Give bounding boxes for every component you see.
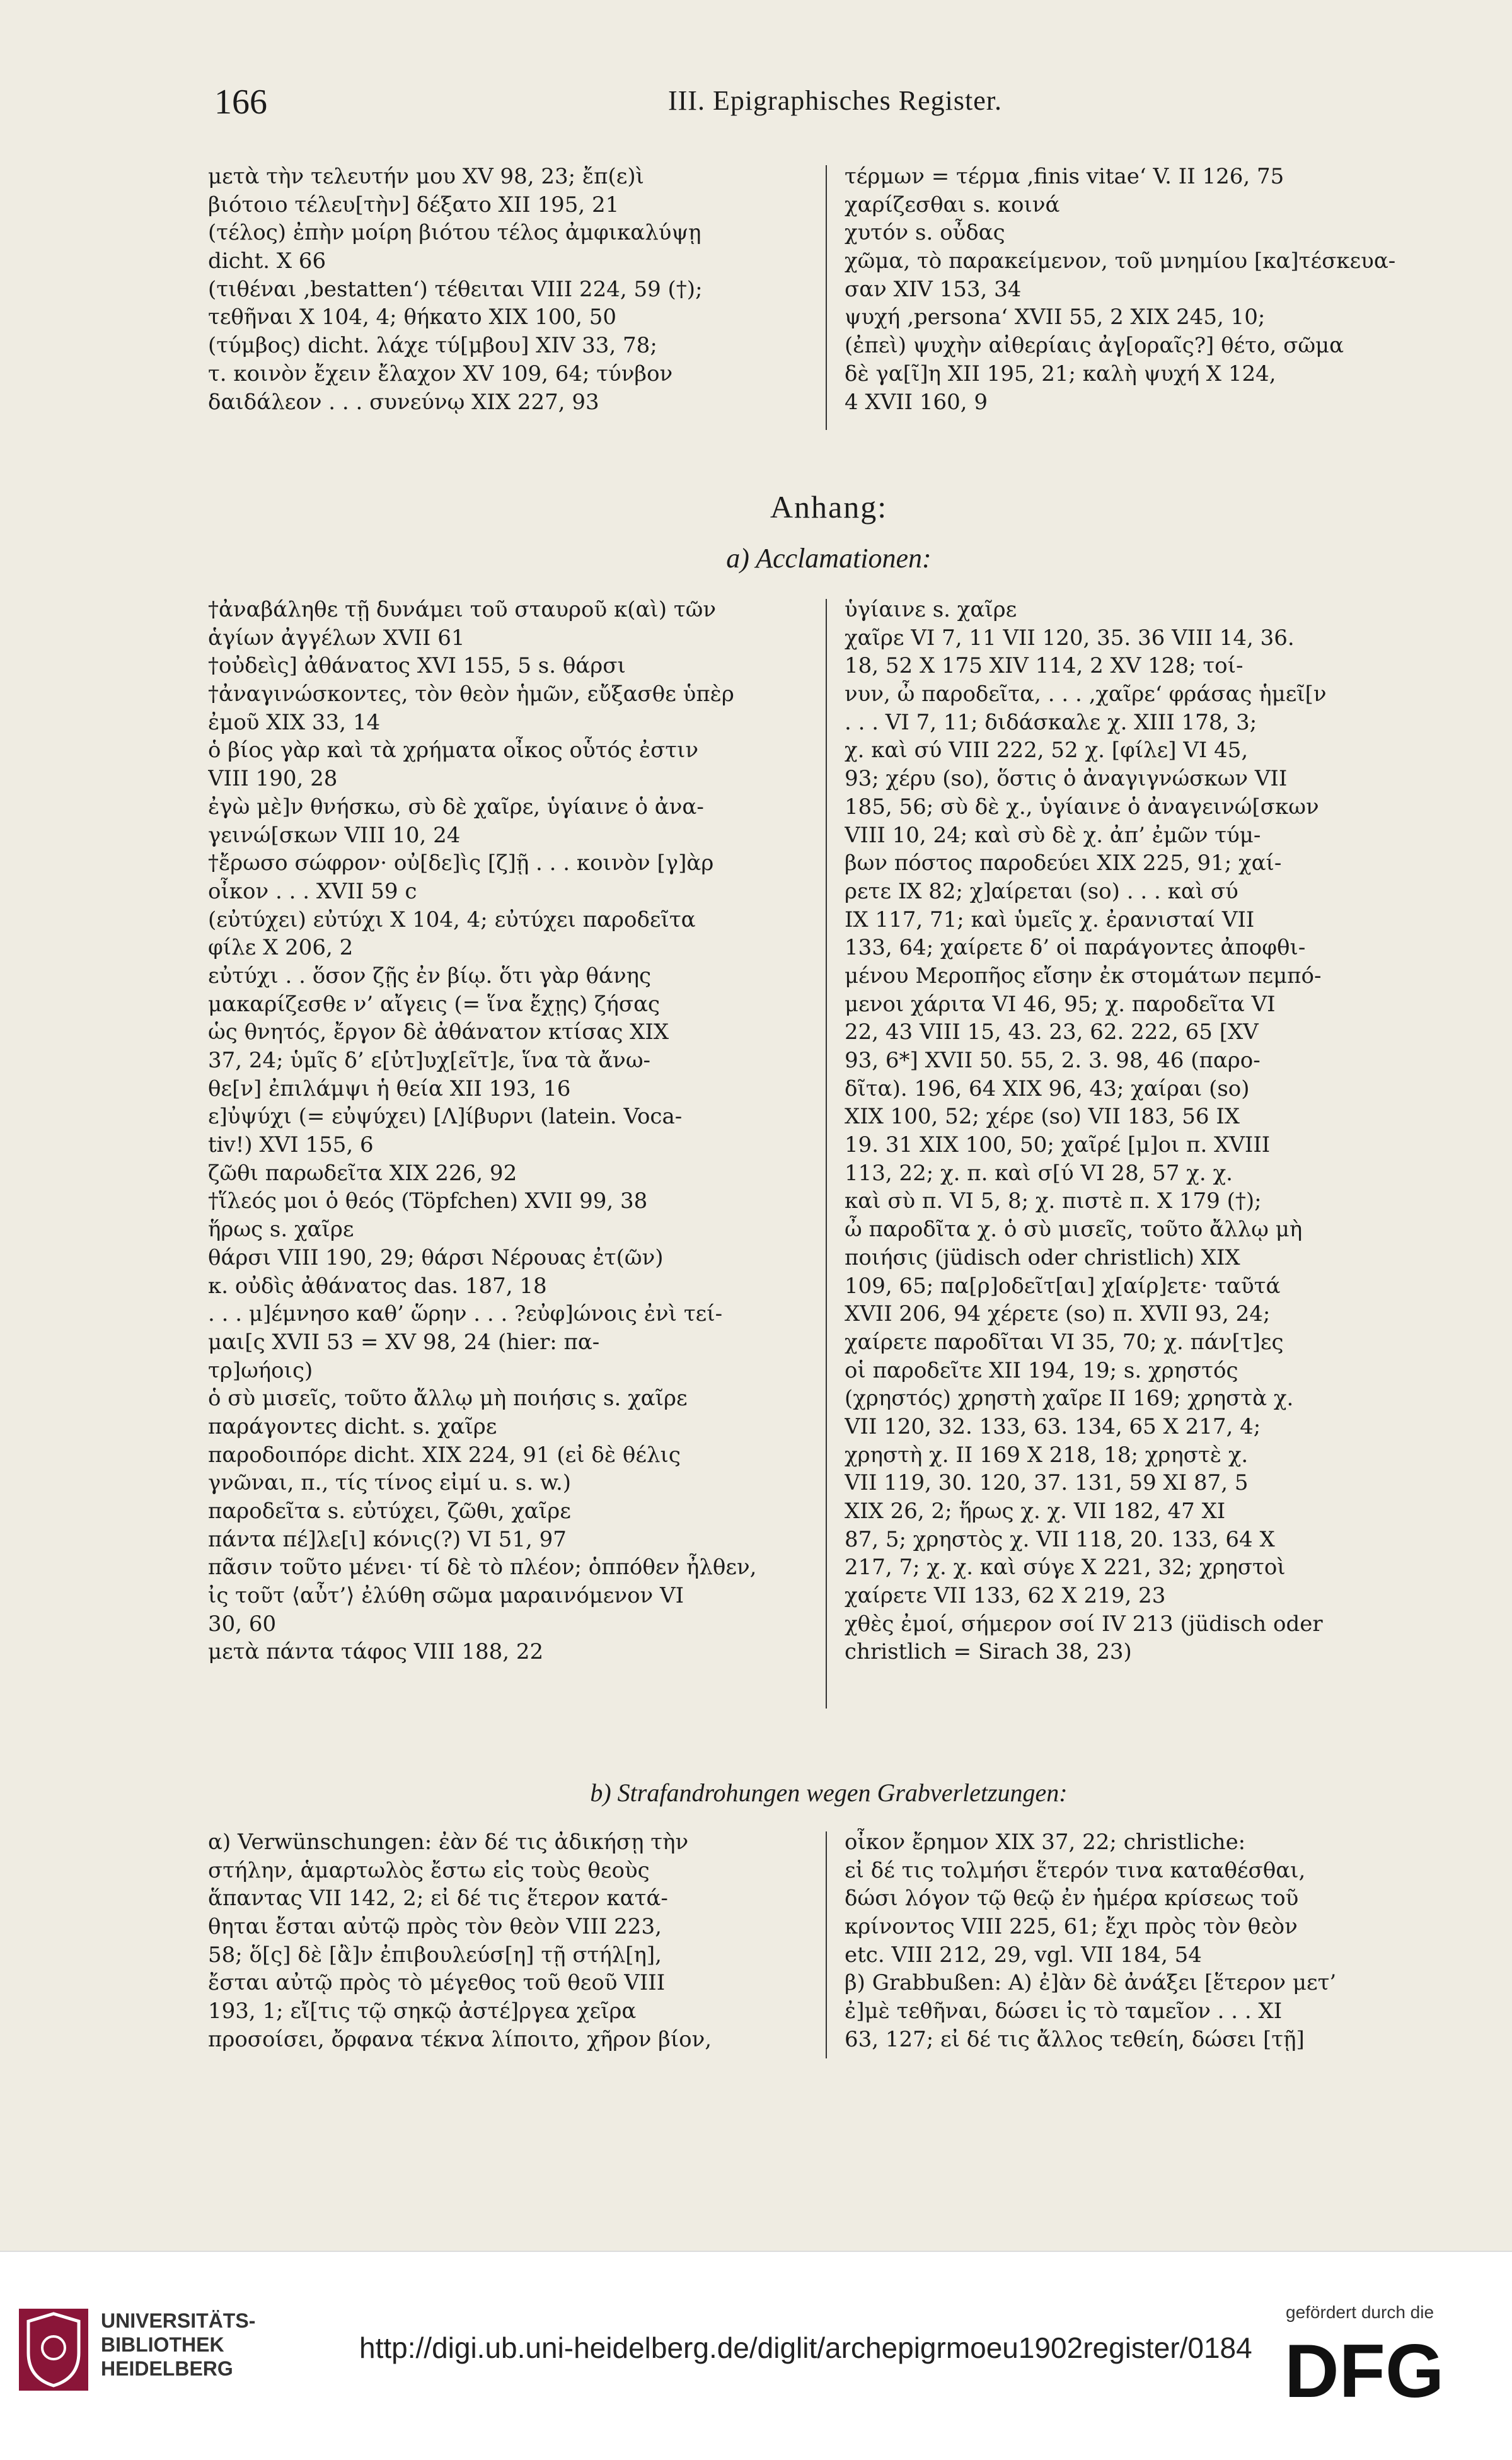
text-line: ἐγὼ μὲ]ν θνήσκω, σὺ δὲ χαῖρε, ὑγίαινε ὁ ἀνα- <box>208 794 704 820</box>
text-line: ὁ βίος γὰρ καὶ τὰ χρήματα οἶκος οὗτός ἐστιν <box>208 738 699 763</box>
text-line: παροδεῖτα s. εὐτύχει, ζῶθι, χαῖρε <box>208 1499 571 1524</box>
text-line: καὶ σὺ π. VI 5, 8; χ. πιστὲ π. X 179 (†); <box>845 1188 1262 1214</box>
text-line: 87, 5; χρηστὸς χ. VII 118, 20. 133, 64 X <box>845 1526 1275 1552</box>
text-line: χυτόν s. οὖδας <box>845 220 1005 246</box>
text-line: christlich = Sirach 38, 23) <box>845 1639 1132 1665</box>
text-line: 185, 56; σὺ δὲ χ., ὑγίαινε ὁ ἀναγεινώ[σκων <box>845 794 1319 820</box>
text-line: ἔσται αὐτῷ πρὸς τὸ μέγεθος τοῦ θεοῦ VIII <box>208 1970 666 1996</box>
text-line: μετὰ πάντα τάφος VIII 188, 22 <box>208 1639 544 1665</box>
text-line: ἰς τοῦτ ⟨αὖτ’⟩ ἐλύθη σῶμα μαραινόμενον VI <box>208 1583 684 1609</box>
column-divider <box>826 1831 827 2058</box>
text-line: (χρηστός) χρηστὴ χαῖρε II 169; χρηστὰ χ. <box>845 1386 1294 1412</box>
text-line: (τύμβος) dicht. λάχε τύ[μβου] XIV 33, 78; <box>208 333 657 359</box>
text-line: οἶκον . . . XVII 59 c <box>208 878 417 904</box>
text-line: VIII 190, 28 <box>208 766 338 792</box>
top-right-column <box>845 163 1450 416</box>
text-line: τεθῆναι X 104, 4; θήκατο XIX 100, 50 <box>208 305 617 330</box>
strafandrohungen-right-column <box>845 1828 1450 2054</box>
top-left-column <box>208 163 813 416</box>
text-line: 37, 24; ὑμῖς δ’ ε[ὐτ]υχ[εῖτ]ε, ἵνα τὰ ἄνω- <box>208 1048 651 1073</box>
strafandrohungen-left-column <box>208 1828 813 2054</box>
text-line: 217, 7; χ. χ. καὶ σύγε X 221, 32; χρηστοὶ <box>845 1555 1286 1581</box>
text-line: XIX 26, 2; ἥρως χ. χ. VII 182, 47 XI <box>845 1499 1226 1524</box>
text-line: δὲ γα[ῖ]η XII 195, 21; καλὴ ψυχή X 124, <box>845 361 1276 386</box>
text-line: ἅπαντας VII 142, 2; εἰ δέ τις ἕτερον κατά- <box>208 1886 668 1912</box>
text-line: πάντα πέ]λε[ι] κόνις(?) VI 51, 97 <box>208 1526 567 1552</box>
text-line: θε[ν] ἐπιλάμψι ἡ θεία XII 193, 16 <box>208 1076 571 1101</box>
acclamationen-heading: a) Acclamationen: <box>726 543 932 574</box>
acclamationen-right-column <box>845 596 1450 1666</box>
text-line: θηται ἔσται αὐτῷ πρὸς τὸν θεὸν VIII 223, <box>208 1914 662 1940</box>
text-line: χαρίζεσθαι s. κοινά <box>845 192 1060 218</box>
text-line: (ἐπεὶ) ψυχὴν αἰθερίαις ἀγ[οραῖς?] θέτο, σῶμα <box>845 333 1344 359</box>
text-line: dicht. X 66 <box>208 248 326 274</box>
text-line: 18, 52 X 175 XIV 114, 2 XV 128; τοί- <box>845 653 1244 679</box>
text-line: βιότοιο τέλευ[τὴν] δέξατο XII 195, 21 <box>208 192 620 218</box>
text-line: †ἀναγινώσκοντες, τὸν θεὸν ἡμῶν, εὔξασθε ὑπὲρ <box>208 682 734 707</box>
running-title: III. Epigraphisches Register. <box>668 85 1002 116</box>
text-line: γεινώ[σκων VIII 10, 24 <box>208 822 461 848</box>
text-line: ε]ὐψύχι (= εὐψύχει) [Λ]ίβυρνι (latein. Voca- <box>208 1104 683 1130</box>
text-line: τέρμων = τέρμα ‚finis vitae‘ V. II 126, 75 <box>845 164 1284 189</box>
funded-by-label: gefördert durch die <box>1286 2302 1434 2322</box>
text-line: κ. οὐδὶς ἀθάνατος das. 187, 18 <box>208 1273 547 1299</box>
svg-text:DFG: DFG <box>1284 2329 1445 2410</box>
text-line: χαίρετε παροδῖται VI 35, 70; χ. πάν[τ]ες <box>845 1329 1284 1355</box>
text-line: εἰ δέ τις τολμήσι ἕτερόν τινα καταθέσθαι, <box>845 1857 1306 1883</box>
text-line: 93; χέρυ (so), ὅστις ὁ ἀναγιγνώσκων VII <box>845 766 1288 792</box>
text-line: 22, 43 VIII 15, 43. 23, 62. 222, 65 [XV <box>845 1019 1259 1045</box>
text-line: 63, 127; εἰ δέ τις ἄλλος τεθείη, δώσει [τῇ] <box>845 2026 1305 2052</box>
text-line: 193, 1; εἴ[τις τῷ σηκῷ ἀστέ]ργεα χεῖρα <box>208 1999 637 2024</box>
text-line: ρετε IX 82; χ]αίρεται (so) . . . καὶ σύ <box>845 878 1238 904</box>
text-line: ὑγίαινε s. χαῖρε <box>845 597 1017 622</box>
text-line: κρίνοντος VIII 225, 61; ἔχι πρὸς τὸν θεὸν <box>845 1914 1298 1940</box>
text-line: μένου Μεροπῆος εἴσην ἐκ στομάτων πεμπό- <box>845 963 1322 989</box>
university-seal-icon <box>19 2309 88 2391</box>
institution-name: UNIVERSITÄTS- BIBLIOTHEK HEIDELBERG <box>101 2309 256 2380</box>
text-line: tiv!) XVI 155, 6 <box>208 1132 374 1158</box>
text-line: 19. 31 XIX 100, 50; χαῖρέ [μ]οι π. XVIII <box>845 1132 1271 1158</box>
text-line: χ. καὶ σύ VIII 222, 52 χ. [φίλε] VI 45, <box>845 738 1249 763</box>
text-line: χθὲς ἐμοί, σήμερον σοί IV 213 (jüdisch oder <box>845 1611 1323 1637</box>
text-line: 113, 22; χ. π. καὶ σ[ύ VI 28, 57 χ. χ. <box>845 1160 1233 1186</box>
text-line: παροδοιπόρε dicht. XIX 224, 91 (εἰ δὲ θέλις <box>208 1442 681 1468</box>
text-line: β) Grabbußen: A) ἐ]ὰν δὲ ἀνάξει [ἕτερον μετ’ <box>845 1970 1337 1996</box>
text-line: βων πόστος παροδεύει XIX 225, 91; χαί- <box>845 850 1282 876</box>
text-line: χρηστὴ χ. II 169 X 218, 18; χρηστὲ χ. <box>845 1442 1249 1468</box>
text-line: θάρσι VIII 190, 29; θάρσι Νέρουας ἐτ(ῶν) <box>208 1245 664 1270</box>
text-line: ὁ σὺ μισεῖς, τοῦτο ἄλλῳ μὴ ποιήσις s. χαῖρε <box>208 1386 688 1412</box>
text-line: προσοίσει, ὄρφανα τέκνα λίποιτο, χῆρον βίον, <box>208 2026 712 2052</box>
text-line: †ἀναβάληθε τῇ δυνάμει τοῦ σταυροῦ κ(αὶ) τῶν <box>208 597 717 622</box>
anhang-heading: Anhang: <box>770 489 888 525</box>
text-line: νυν, ὦ παροδεῖτα, . . . ‚χαῖρε‘ φράσας ἡμεῖ[ν <box>845 682 1327 707</box>
dfg-logo-icon <box>1279 2328 1475 2410</box>
text-line: ὦ παροδῖτα χ. ὁ σὺ μισεῖς, τοῦτο ἄλλῳ μὴ <box>845 1217 1303 1243</box>
text-line: . . . VI 7, 11; διδάσκαλε χ. XIII 178, 3; <box>845 709 1257 735</box>
text-line: XIX 100, 52; χέρε (so) VII 183, 56 IX <box>845 1104 1240 1130</box>
text-line: IX 117, 71; καὶ ὑμεῖς χ. ἐρανισταί VII <box>845 907 1255 932</box>
text-line: VII 120, 32. 133, 63. 134, 65 X 217, 4; <box>845 1413 1261 1439</box>
text-line: ὡς θνητός, ἔργον δὲ ἀθάνατον κτίσας XIX <box>208 1019 669 1045</box>
acclamationen-left-column <box>208 596 813 1666</box>
text-line: . . . μ]έμνησο καθ’ ὥρην . . . ?εὐφ]ώνοις ἐνὶ τεί- <box>208 1301 723 1327</box>
strafandrohungen-heading: b) Strafandrohungen wegen Grabverletzungen: <box>590 1778 1068 1807</box>
text-line: VIII 10, 24; καὶ σὺ δὲ χ. ἀπ’ ἐμῶν τύμ- <box>845 822 1261 848</box>
column-divider <box>826 599 827 1709</box>
text-line: ἥρως s. χαῖρε <box>208 1217 354 1243</box>
text-line: μακαρίζεσθε ν’ αἴγεις (= ἵνα ἔχῃς) ζήσας <box>208 991 661 1017</box>
text-line: (τιθέναι ‚bestatten‘) τέθειται VIII 224, 59 (†); <box>208 276 703 302</box>
text-line: †ἔρωσο σώφρον· οὐ[δε]ὶς [ζ]ῇ . . . κοινὸν [γ]ὰρ <box>208 850 714 876</box>
text-line: χαῖρε VI 7, 11 VII 120, 35. 36 VIII 14, 36. <box>845 625 1295 651</box>
text-line: στήλην, ἁμαρτωλὸς ἔστω εἰς τοὺς θεοὺς <box>208 1857 650 1883</box>
text-line: δῖτα). 196, 64 XIX 96, 43; χαίραι (so) <box>845 1076 1250 1101</box>
text-line: 109, 65; πα[ρ]οδεῖτ[αι] χ[αίρ]ετε· ταῦτά <box>845 1273 1281 1299</box>
text-line: εὐτύχι . . ὅσον ζῇς ἐν βίῳ. ὅτι γὰρ θάνης <box>208 963 652 989</box>
text-line: παράγοντες dicht. s. χαῖρε <box>208 1413 497 1439</box>
text-line: οἶκον ἔρημον XIX 37, 22; christliche: <box>845 1830 1246 1855</box>
column-divider <box>826 165 827 430</box>
text-line: 58; ὅ[ς] δὲ [ἂ]ν ἐπιβουλεύσ[η] τῇ στήλ[η], <box>208 1942 662 1968</box>
text-line: μετὰ τὴν τελευτήν μου XV 98, 23; ἔπ(ε)ὶ <box>208 164 644 189</box>
text-line: μενοι χάριτα VI 46, 95; χ. παροδεῖτα VI <box>845 991 1276 1017</box>
text-line: (τέλος) ἐπὴν μοίρη βιότου τέλος ἀμφικαλύψῃ <box>208 220 701 246</box>
text-line: 133, 64; χαίρετε δ’ οἱ παράγοντες ἀποφθι- <box>845 935 1306 961</box>
text-line: ἁγίων ἀγγέλων XVII 61 <box>208 625 465 651</box>
text-line: †ἵλεός μοι ὁ θεός (Töpfchen) XVII 99, 38 <box>208 1188 648 1214</box>
page-number: 166 <box>214 83 267 122</box>
text-line: ψυχή ‚persona‘ XVII 55, 2 XIX 245, 10; <box>845 305 1266 330</box>
text-line: (εὐτύχει) εὐτύχι X 104, 4; εὐτύχει παροδεῖτα <box>208 907 696 932</box>
text-line: χαίρετε VII 133, 62 X 219, 23 <box>845 1583 1166 1609</box>
text-line: οἱ παροδεῖτε XII 194, 19; s. χρηστός <box>845 1357 1238 1383</box>
text-line: χῶμα, τὸ παρακείμενον, τοῦ μνημίου [κα]τέσκευα- <box>845 248 1396 274</box>
text-line: ἐ]μὲ τεθῆναι, δώσει ἰς τὸ ταμεῖον . . . XI <box>845 1999 1283 2024</box>
text-line: σαν XIV 153, 34 <box>845 276 1022 302</box>
text-line: ζῶθι παρωδεῖτα XIX 226, 92 <box>208 1160 517 1186</box>
text-line: †οὐδεὶς] ἀθάνατος XVI 155, 5 s. θάρσι <box>208 653 626 679</box>
text-line: γνῶναι, π., τίς τίνος εἰμί u. s. w.) <box>208 1470 572 1496</box>
text-line: ἐμοῦ XIX 33, 14 <box>208 709 381 735</box>
text-line: μαι[ς XVII 53 = XV 98, 24 (hier: πα- <box>208 1329 600 1355</box>
text-line: ποιήσις (jüdisch oder christlich) XIX <box>845 1245 1240 1270</box>
text-line: 30, 60 <box>208 1611 277 1637</box>
text-line: α) Verwünschungen: ἐὰν δέ τις ἀδικήσῃ τὴν <box>208 1830 689 1855</box>
text-line: 93, 6*] XVII 50. 55, 2. 3. 98, 46 (παρο- <box>845 1048 1261 1073</box>
text-line: πᾶσιν τοῦτο μένει· τί δὲ τὸ πλέον; ὁππόθεν ἦλθεν, <box>208 1555 757 1581</box>
text-line: 4 XVII 160, 9 <box>845 389 988 415</box>
text-line: τρ]ωήοις) <box>208 1357 313 1383</box>
text-line: VII 119, 30. 120, 37. 131, 59 XI 87, 5 <box>845 1470 1249 1496</box>
text-line: δαιδάλεον . . . συνεύνῳ XIX 227, 93 <box>208 389 599 415</box>
page-header <box>214 82 1450 132</box>
text-line: XVII 206, 94 χέρετε (so) π. XVII 93, 24; <box>845 1301 1271 1327</box>
text-line: etc. VIII 212, 29, vgl. VII 184, 54 <box>845 1942 1202 1968</box>
text-line: φίλε X 206, 2 <box>208 935 354 961</box>
page-url-link[interactable]: http://digi.ub.uni-heidelberg.de/diglit/archepigrmoeu1902register/0184 <box>359 2331 1252 2364</box>
text-line: τ. κοινὸν ἔχειν ἔλαχον XV 109, 64; τύνβον <box>208 361 673 386</box>
text-line: δώσι λόγον τῷ θεῷ ἐν ἡμέρα κρίσεως τοῦ <box>845 1886 1299 1912</box>
footer-bar <box>0 2251 1512 2460</box>
